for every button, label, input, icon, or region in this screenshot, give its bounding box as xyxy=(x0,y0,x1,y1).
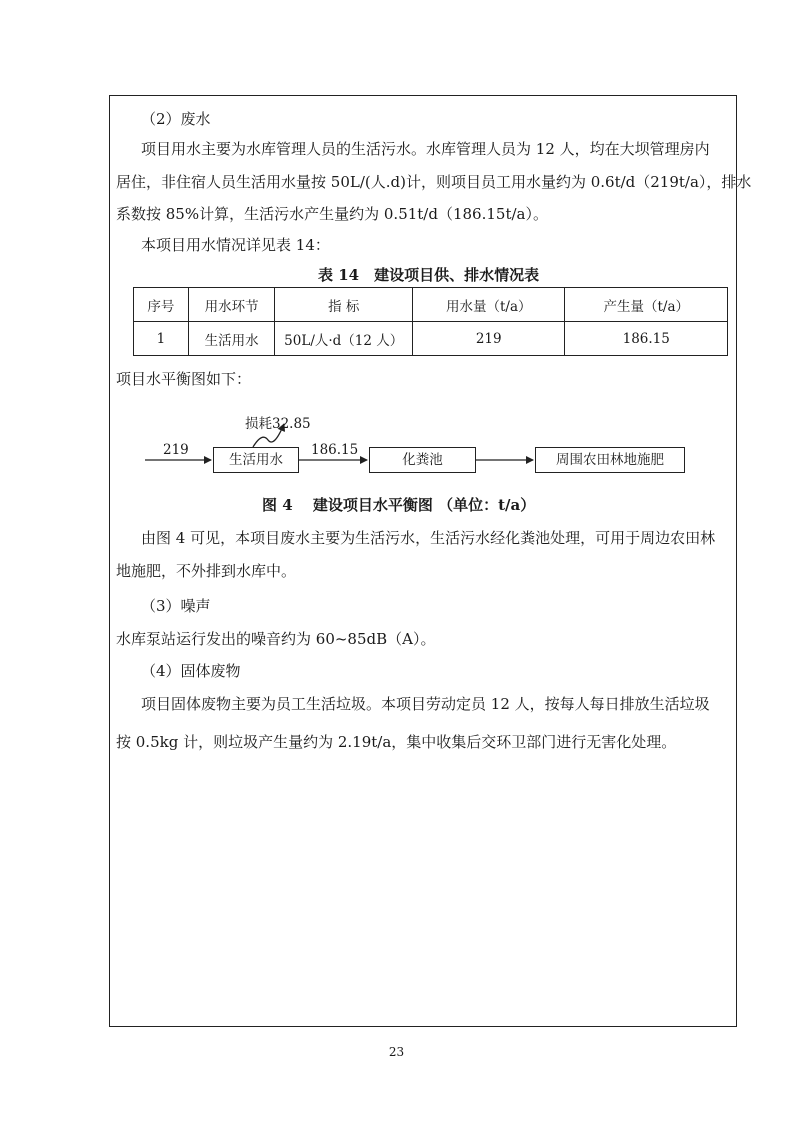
cell-indicator: 50L/人·d（12 人） xyxy=(275,322,413,356)
table-reference-text: 本项目用水情况详见表 14： xyxy=(141,236,330,254)
section-heading-solid-waste: （4）固体废物 xyxy=(141,662,241,680)
wastewater-paragraph-line-1: 项目用水主要为水库管理人员的生活污水。水库管理人员为 12 人，均在大坝管理房内 xyxy=(141,140,710,158)
wastewater-paragraph-line-3: 系数按 85%计算，生活污水产生量约为 0.51t/d（186.15t/a）。 xyxy=(116,205,548,223)
box-domestic-water: 生活用水 xyxy=(213,447,299,473)
header-water-use-stage: 用水环节 xyxy=(188,288,275,322)
cell-water-consumption: 219 xyxy=(412,322,565,356)
water-balance-intro: 项目水平衡图如下： xyxy=(116,370,252,388)
flow-label: 186.15 xyxy=(311,442,359,458)
header-generation-amount: 产生量（t/a） xyxy=(565,288,728,322)
loss-label: 损耗32.85 xyxy=(245,416,311,432)
solid-waste-paragraph-line-1: 项目固体废物主要为员工生活垃圾。本项目劳动定员 12 人，按每人每日排放生活垃圾 xyxy=(141,695,710,713)
box-septic-tank: 化粪池 xyxy=(369,447,476,473)
header-water-consumption: 用水量（t/a） xyxy=(412,288,565,322)
header-index: 序号 xyxy=(134,288,189,322)
figure-4-caption: 图 4 建设项目水平衡图 （单位：t/a） xyxy=(262,496,536,514)
figure-analysis-line-1: 由图 4 可见，本项目废水主要为生活污水，生活污水经化粪池处理，可用于周边农田林 xyxy=(141,529,716,547)
noise-paragraph: 水库泵站运行发出的噪音约为 60~85dB（A）。 xyxy=(116,630,436,648)
section-heading-wastewater: （2）废水 xyxy=(141,110,211,128)
input-label: 219 xyxy=(163,442,189,458)
cell-index: 1 xyxy=(134,322,189,356)
solid-waste-paragraph-line-2: 按 0.5kg 计，则垃圾产生量约为 2.19t/a，集中收集后交环卫部门进行无害化处理。 xyxy=(116,733,677,751)
box-farmland-fertilization: 周围农田林地施肥 xyxy=(535,447,685,473)
cell-water-use-stage: 生活用水 xyxy=(188,322,275,356)
wastewater-paragraph-line-2: 居住，非住宿人员生活用水量按 50L/(人.d)计，则项目员工用水量约为 0.6t/d（219t/a），排水 xyxy=(116,173,752,191)
water-balance-diagram xyxy=(0,0,793,500)
cell-generation-amount: 186.15 xyxy=(565,322,728,356)
figure-analysis-line-2: 地施肥，不外排到水库中。 xyxy=(116,562,297,580)
page-number: 23 xyxy=(388,1045,405,1059)
header-indicator: 指 标 xyxy=(275,288,413,322)
section-heading-noise: （3）噪声 xyxy=(141,597,211,615)
table-14-caption: 表 14 建设项目供、排水情况表 xyxy=(318,266,540,284)
